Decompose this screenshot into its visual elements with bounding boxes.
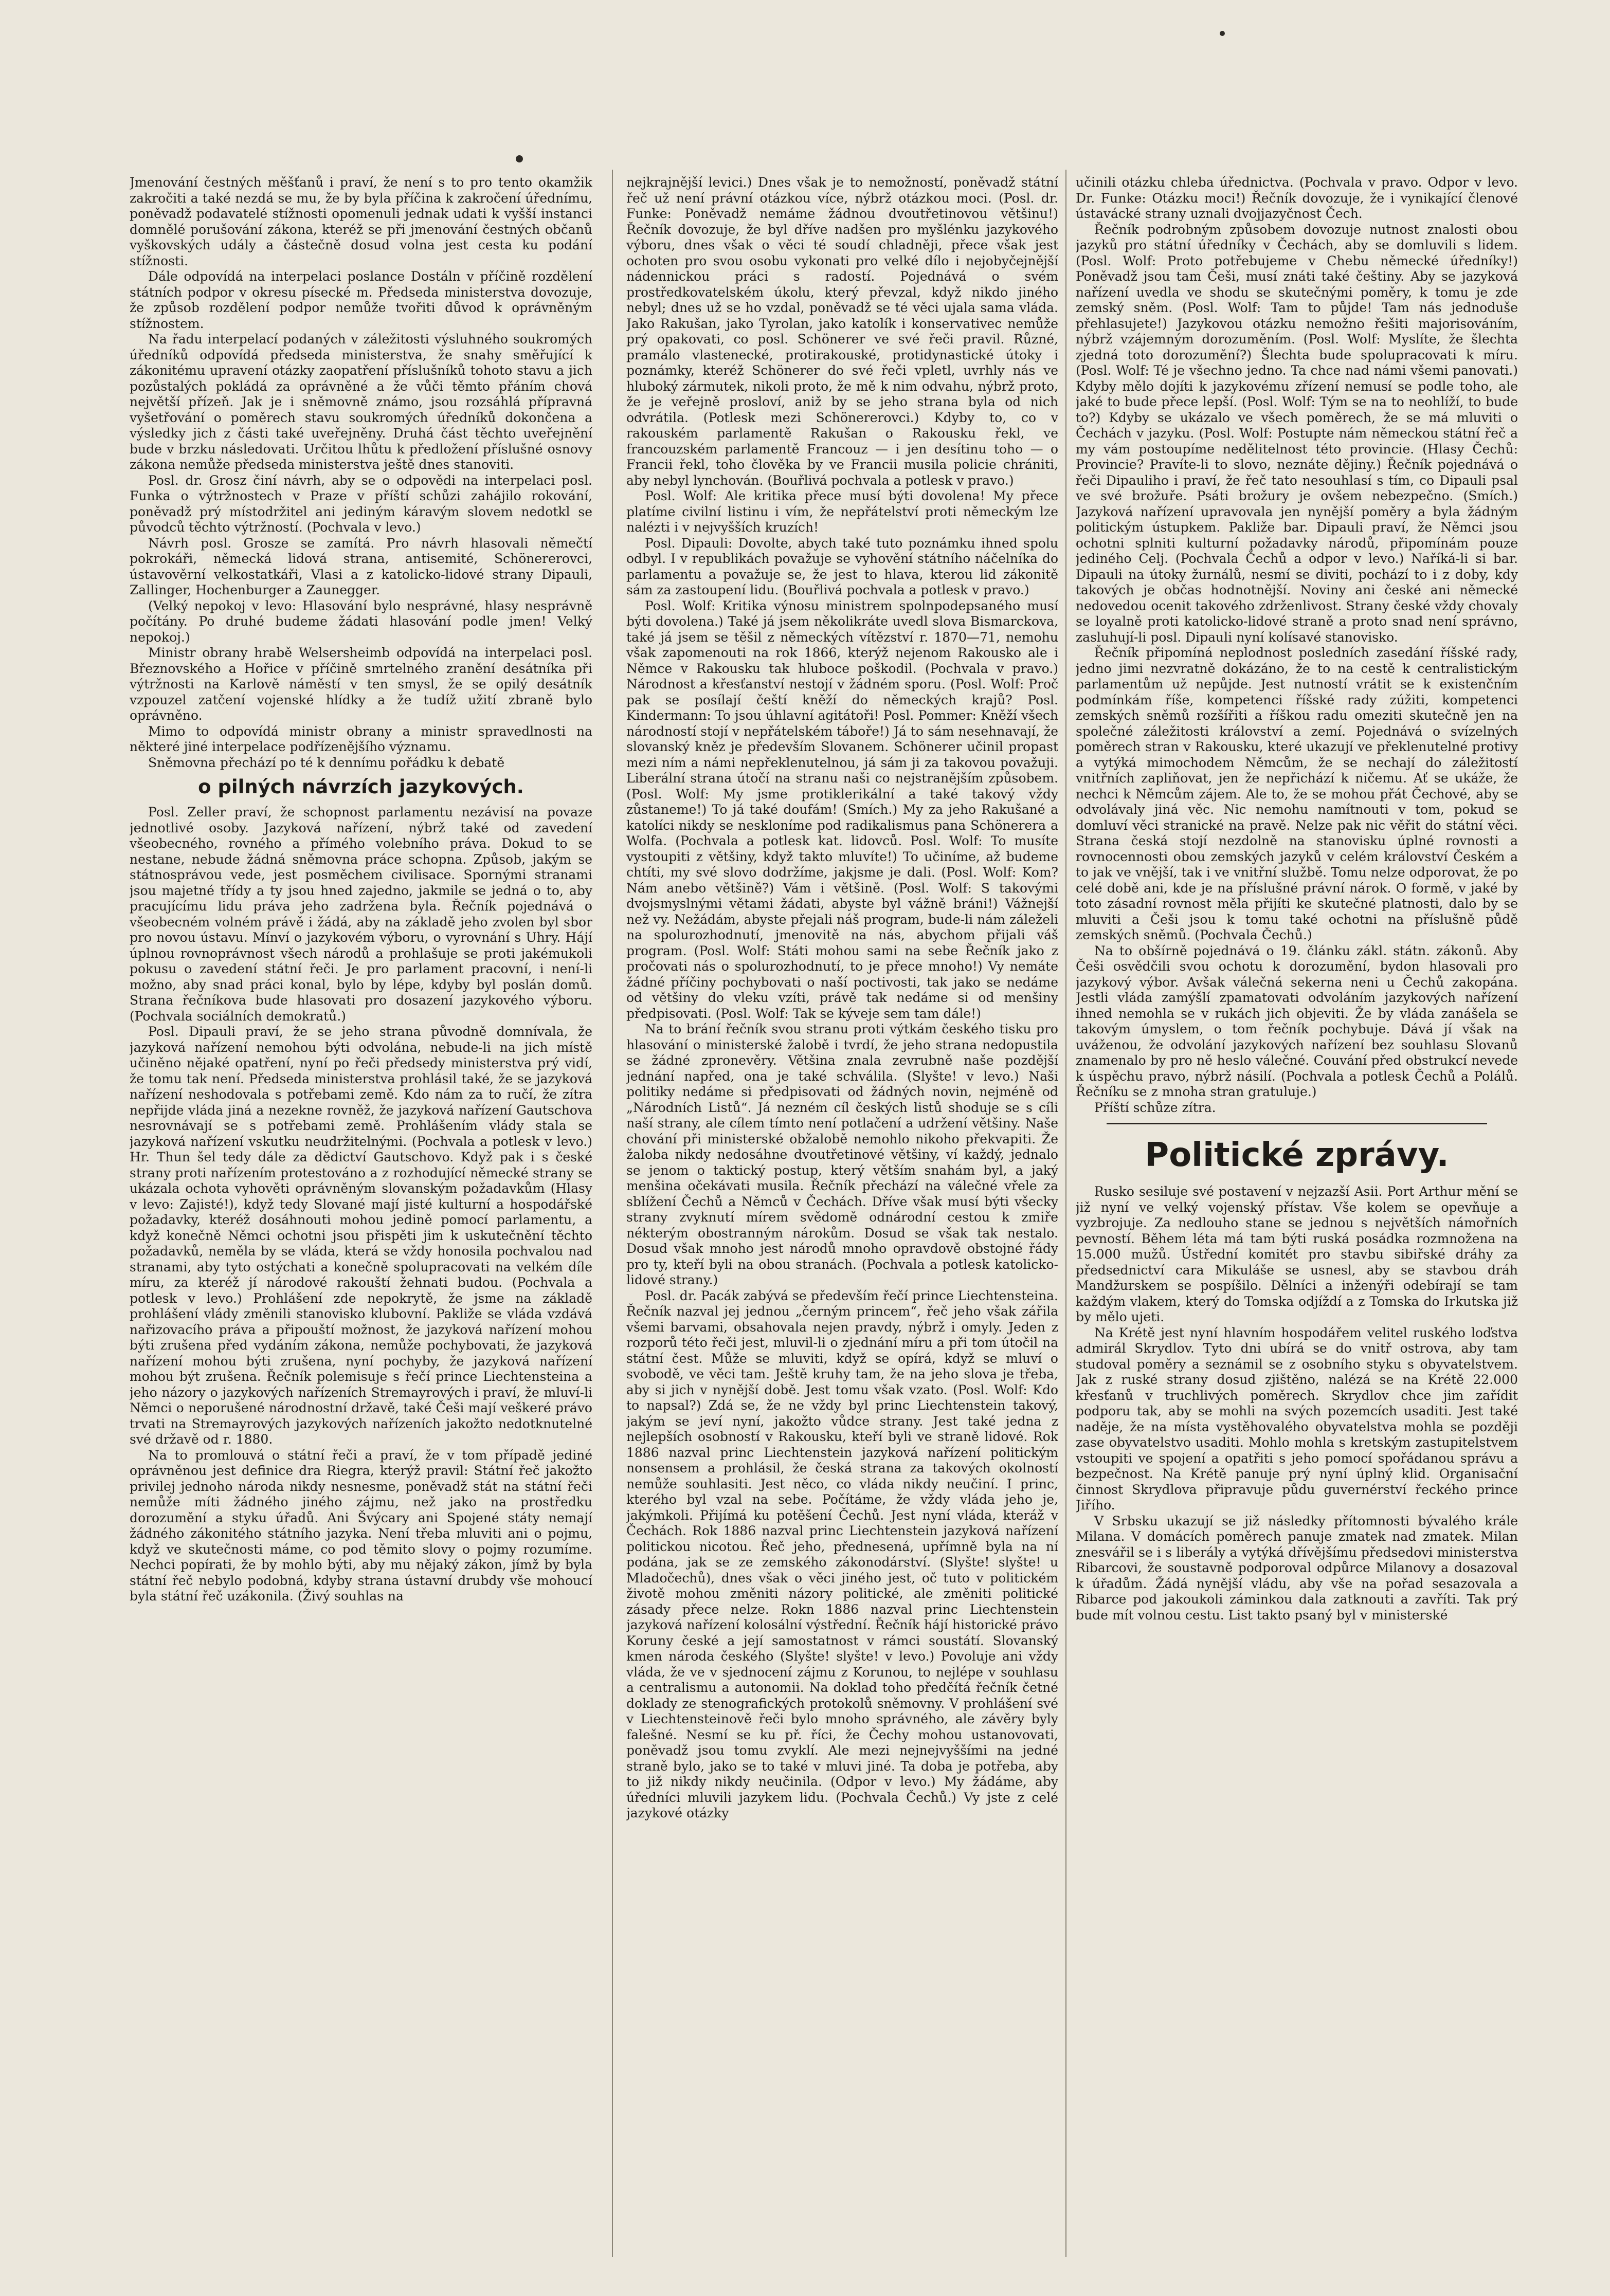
column-rule [1065,170,1066,2257]
paragraph: Řečník podrobným způsobem dovozuje nutnost znalosti obou jazyků pro státní úředníky v Čechách, aby se domluvili s lidem. (Posl. Wolf: Proto potřebujeme v Chebu německé úředníky!) Poněvadž jsou tam Češi, musí znáti také češtiny. Aby se jazyková nařízení uvedla ve shodu se skutečnými poměry, k tomu je zde zemský sněm. (Posl. Wolf: Tam to půjde! Tam nás jednoduše přehlasujete!) Jazykovou otázku nemožno řešiti majorisováním, nýbrž vzájemným dorozuměním. (Posl. Wolf: Myslíte, že šlechta zjedná toto dorozumění?) Šlechta bude spolupracovati k míru. (Posl. Wolf: Té je všechno jedno. Ta chce nad námi všemi panovati.) Kdyby mělo dojíti k jazykovému zřízení nemusí se podle toho, ale jaké to bude přece lepší. (Posl. Wolf: Tým se na to neohlíží, to bude to?) Kdyby se ukázalo ve všech poměrech, že se má mluviti o Čechách v jazyku. (Posl. Wolf: Postupte nám německou státní řeč a my vám postoupíme nedělitelnost této provincie. (Hlasy Čechů: Provincie? Pravíte-li to slovo, neznáte dějiny.) Řečník pojednává o řeči Dipauliho i praví, že řeč tato nesouhlasí s tím, co Dipauli psal ve své brožuře. Psáti brožury je ovšem nebezpečno. (Smích.) Jazyková nařízení upravovala jen nynější poměry a byla žádným politickým ústupkem. Pakliže bar. Dipauli praví, že Němci jsou ochotni splniti kulturní požadavky národů, připomínám pouze jediného Celj. (Pochvala Čechů a odpor v levo.) Naříká-li si bar. Dipauli na útoky žurnálů, nesmí se diviti, pochází to i z doby, kdy takových je občas hodnotnější. Noviny ani české ani německé nedovedou ocenit takového zdrženlivost. Strany české vždy chovaly se loyalně proti katolicko-lidové straně a proto snad není správno, zasluhují-li posl. Dipauli nyní kolísavé stanovisko. [1076,222,1518,645]
paragraph: Posl. Wolf: Ale kritika přece musí býti dovolena! My přece platíme civilní listinu i vím, že nepřátelství proti německým lze nalézti i v nejvyšších kruzích! [626,488,1058,535]
paragraph: Na řadu interpelací podaných v záležitosti výsluhného soukromých úředníků odpovídá předseda ministerstva, že snahy směřující k zákonitému upravení otázky zaopatření příslušníků tohoto stavu a jich pozůstalých pokládá za oprávněné a že vůči těmto přáním chová největší přízeň. Jak je i sněmovně známo, jsou rozsáhlá přípravná vyšetřování o poměrech stavu soukromých úředníků dokončena a výsledky jich z části také uveřejněny. Druhá část těchto uveřejnění bude v brzku následovati. Určitou lhůtu k předložení příslušné osnovy zákona nemůže předseda ministerstva ještě dnes stanoviti. [130,332,592,472]
subheading: o pilných návrzích jazykových. [198,776,524,798]
paragraph: Na to promlouvá o státní řeči a praví, že v tom případě jediné oprávněnou jest definice dra Riegra, kterýž pravil: Státní řeč jakožto privilej jednoho národa nikdy nesnesme, poněvadž stát na státní řeči nemůže míti žádného jiného zájmu, než jako na prostředku dorozumění a styku úřadů. Ani Švýcary ani Spojené státy nemají žádného zákonitého státního jazyka. Není třeba mluviti ani o pojmu, když ve skutečnosti máme, co pod těmito slovy o pojmy rozumíme. Nechci popírati, že by mohlo býti, aby mu nějaký zákon, jímž by byla státní řeč nebylo podobná, kdyby strana ústavní drubdy vše mohoucí byla státní řeč uzákonila. (Živý souhlas na [130,1447,592,1603]
paragraph: (Velký nepokoj v levo: Hlasování bylo nesprávné, hlasy nesprávně počítány. Po druhé budeme žádati hlasování podle jmen! Velký nepokoj.) [130,598,592,645]
column-3 [1076,175,1518,2252]
paragraph: Posl. dr. Pacák zabývá se především řečí prince Liechtensteina. Řečník nazval jej jednou „černým princem“, řeč jeho však zářila všemi barvami, obsahovala nejen pravdy, nýbrž i omyly. Jeden z rozporů této řeči jest, mluvil-li o zjednání míru a při tom útočil na státní čest. Může se mluviti, když se opírá, když se mluví o svobodě, ve věci tam. Ještě kruhy tam, že na jeho slova je třeba, aby si jich v nynější době. Jest tomu však vzato. (Posl. Wolf: Kdo to napsal?) Zdá se, že ne vždy byl princ Liechtenstein takový, jakým se jeví nyní, jakožto vůdce strany. Jest také jedna z nejlepších osobností v Rakousku, kteří byli ve straně lidové. Rok 1886 nazval princ Liechtenstein jazyková nařízení politickým nonsensem a prohlásil, že česká strana za takových okolností nemůže souhlasiti. Jest něco, co vláda nikdy neučiní. I princ, kterého byl vzal na sebe. Počítáme, že vždy vláda jeho je, jakýmkoli. Přijímá ku potěšení Čechů. Jest nyní vláda, kteráž v Čechách. Rok 1886 nazval princ Liechtenstein jazyková nařízení politickou nicotou. Řeč jeho, přednesená, upřímně byla na ní podána, jak se ze zemského zákonodárství. (Slyšte! slyšte! u Mladočechů), dnes však o věci jiného jest, oč tuto v politickém životě mohou změniti názory politické, ale změniti politické zásady přece nelze. Rokn 1886 nazval princ Liechtenstein jazyková nařízení kolosální výstřední. Řečník hájí historické právo Koruny české a její samostatnost v rámci soustátí. Slovanský kmen národa českého (Slyšte! slyšte! v levo.) Povoluje ani vždy vláda, že ve v sjednocení zájmu z Korunou, to nejlépe v souhlasu a centralismu a autonomii. Na doklad toho předčítá řečník četné doklady ze stenografických protokolů sněmovny. V prohlášení své v Liechtensteinově řeči bylo mnoho správného, ale závěry byly falešné. Nesmí se ku př. říci, že Čechy mohou ustanovovati, poněvadž jsou tomu zvyklí. Ale mezi nejnejvyššími na jedné straně bylo, jako se to také v mluvi jiné. Ta doba je potřeba, aby to již nikdy nikdy neučinila. (Odpor v levo.) My žádáme, aby úředníci mluvili jazykem lidu. (Pochvala Čechů.) Vy jste z celé jazykové otázky [626,1288,1058,1820]
paragraph: Sněmovna přechází po té k dennímu pořádku k debatě [148,755,505,770]
paragraph: Posl. dr. Grosz činí návrh, aby se o odpovědi na interpelaci posl. Funka o výtržnostech v Praze v příští schůzi zahájilo rokování, poněvadž prý místodržitel ani jediným káravým slovem nedotkl se původců těchto výtržností. (Pochvala v levo.) [130,472,592,535]
column-1 [130,175,592,2252]
paragraph: Na Krétě jest nyní hlavním hospodářem velitel ruského loďstva admirál Skrydlov. Tyto dni ubírá se do vnitř ostrova, aby tam studoval poměry a seznámil se z osobního styku s obyvatelstvem. Jak z ruské strany dosud zjištěno, nalézá se na Krétě 22.000 křesťanů v truchlivých poměrech. Skrydlov chce jim zařídit podporu tak, aby se mohli na svých pozemcích usaditi. Jest také naděje, že na místa vystěhovalého obyvatelstva mohla se později zase obyvatelstvo usaditi. Mohlo mohla s kretským zastupitelstvem vstoupiti ve spojení a opatřiti s jeho pomocí spořádanou správu a bezpečnost. Na Krétě panuje prý nyní úplný klid. Organisační činnost Skrydlova připravuje půdu guvernérství řeckého prince Jiřího. [1076,1325,1518,1513]
column-2 [626,175,1058,2252]
paragraph: učinili otázku chleba úřednictva. (Pochvala v pravo. Odpor v levo. Dr. Funke: Otázku moci!) Řečník dovozuje, že i vynikající členové ústavácké strany uznali dvojjazyčnost Čech. [1076,175,1518,221]
paragraph: Posl. Dipauli: Dovolte, abych také tuto poznámku ihned spolu odbyl. I v republikách považuje se vyhovění státního náčelníka do parlamentu a považuje se, že jest to hlava, kterou lid zákonitě sám za zastoupení lidu. (Bouřlivá pochvala a potlesk v pravo.) [626,535,1058,597]
paragraph: Jmenování čestných měšťanů i praví, že není s to pro tento okamžik zakročiti a také nezdá se mu, že by byla příčina k zakročení úřednímu, poněvadž podavatelé stížnosti opomenuli jednak udati k vyšší instanci domnělé porušování zákona, kteréž se při jmenování čestných občanů vyškovských udály a částečně dosud volna jest cesta ku podání stížnosti. [130,175,592,268]
divider [1107,1123,1487,1124]
paragraph: Na to obšírně pojednává o 19. článku zákl. státn. zákonů. Aby Češi osvědčili svou ochotu k dorozumění, bydon hlasovali pro jazykový výbor. Avšak válečná sekerna neni u Čechů zakopána. Jestli vláda zamýšlí zpamatovati odvoláním jazykových nařízení ihned nemohla se v rukách jich objeviti. Že by vláda zanášela se takovým úmyslem, o tom řečník pochybuje. Dává jí však na uváženou, že odvolání jazykových nařízení bez souhlasu Slovanů znamenalo by pro ně heslo válečné. Couvání před obstrukcí nevede k úspěchu pravo, nýbrž násilí. (Pochvala a potlesk Čechů a Polálů. Řečníku se z mnoha stran gratuluje.) [1076,943,1518,1099]
paragraph: nejkrajnější levici.) Dnes však je to nemožností, poněvadž státní řeč už není právní otázkou více, nýbrž otázkou moci. (Posl. dr. Funke: Poněvadž nemáme žádnou dvoutřetinovou většinu!) Řečník dovozuje, že byl dříve nadšen pro myšlénku jazykového výboru, dnes však o věci té soudí chladněji, přece však jest ochoten pro svou osobu vykonati pro velké dílo i nejobyčejnější nádennickou práci s radostí. Pojednává o svém prostředkovatelském úkolu, který převzal, když nikdo jiného nebyl; dnes už se ho vzdal, poněvadž se té věci ujala sama vláda. Jako Rakušan, jako Tyrolan, jako katolík i konservativec nemůže prý opakovati, co posl. Schönerer ve své řeči pravil. Různé, pramálo vlastenecké, protirakouské, protidynastické útoky i poznámky, kteréž Schönerer do své řeči vpletl, uvrhly nás ve hluboký zármutek, nikoli proto, že mě k nim odvahu, nýbrž proto, že je veřejně prosloví, aniž by se jeho strana byla od nich odvrátila. (Potlesk mezi Schönererovci.) Kdyby to, co v rakouském parlamentě Rakušan o Rakousku řekl, ve francouzském parlamentě Francouz — i jen desítinu toho — o Francii řekl, toho člověka by ve Francii musila policie chrániti, aby nebyl lynchován. (Bouřlivá pochvala a potlesk v pravo.) [626,175,1058,488]
paragraph: Dále odpovídá na interpelaci poslance Dostáln v příčině rozdělení státních podpor v okresu písecké m. Předseda ministerstva dovozuje, že způsob rozdělení podpor nemůže tvořiti důvod k oprávněným stížnostem. [130,269,592,331]
paragraph: Návrh posl. Grosze se zamítá. Pro návrh hlasovali němečtí pokrokáři, německá lidová strana, antisemité, Schönererovci, ústavověrní velkostatkáři, Vlasi a z katolicko-lidové strany Dipauli, Zallinger, Hochenburger a Zaunegger. [130,535,592,597]
paragraph: V Srbsku ukazují se již následky přítomnosti bývalého krále Milana. V domácích poměrech panuje zmatek nad zmatek. Milan znesvářil se i s liberály a vytýká dřívějšímu předsedovi ministerstva Ribarcovi, že soustavně podporoval odpůrce Milanovy a dosazoval k úřadům. Žádá nynější vládu, aby vše na pořad sesazovala a Ribarce pod jakoukoli záminkou dala zatknouti a zavříti. Tak prý bude mít volnou cestu. List takto psaný byl v ministerské [1076,1513,1518,1623]
paragraph: Příští schůze zítra. [1094,1100,1216,1115]
column-rule [612,170,613,2257]
paragraph: Rusko sesiluje své postavení v nejzazší Asii. Port Arthur mění se již nyní ve velký vojenský přístav. Vše kolem se opevňuje a vyzbrojuje. Za nedlouho stane se jednou s největších námořních pevností. Během léta má tam býti ruská posádka rozmnožena na 15.000 mužů. Ústřední komitét pro stavbu sibiřské dráhy za předsednictví cara Mikuláše se usnesl, aby se stavbou dráh Mandžurskem se pospíšilo. Dělníci a inženýři odebírají se tam každým vlakem, který do Tomska odjíždí a z Tomska do Irkutska již by mělo ujeti. [1076,1184,1518,1324]
section-title: Politické zprávy. [1145,1136,1449,1174]
print-dot [516,155,523,162]
paragraph: Mimo to odpovídá ministr obrany a ministr spravedlnosti na některé jiné interpelace podřízenějšího významu. [130,723,592,754]
paragraph: Posl. Dipauli praví, že se jeho strana původně domnívala, že jazyková nařízení nemohou býti odvolána, nebude-li na jich místě učiněno nějaké opatření, nyní po řeči předsedy ministerstva prý vidí, že tomu tak není. Předseda ministerstva prohlásil také, že se jazyková nařízení neshodovala s potřebami země. Kdo nám za to ručí, že zítra nepřijde vláda jiná a nezekne rovněž, že jazyková nařízení Gautschova nesrovnávají se s potřebami země. Prohlášením vlády stala se jazyková nařízení vskutku neudržitelnými. (Pochvala a potlesk v levo.) Hr. Thun šel tedy dále za dědictví Gautschovo. Když pak i s české strany proti nařízením protestováno a z rozhodující německé strany se ukázala ochota vyhověti oprávněným slovanským požadavkům (Hlasy v levo: Zajisté!), když tedy Slované mají jisté kulturní a hospodářské požadavky, kteréž dosáhnouti mohou jedině pomocí parlamentu, a když konečně Němci ochotni jsou přispěti jim k uskutečnění těchto požadavků, neměla by se vláda, která se vždy honosila pochvalou nad stranami, aby tyto ostýchati a konečně spolupracovati na velkém díle míru, za kteréž jí národové rakouští žehnati budou. (Pochvala a potlesk v levo.) Prohlášení zde nepokrytě, že jsme na základě prohlášení vlády změnili stanovisko klubovní. Pakliže se vláda vzdává nařizovacího práva a připouští možnost, že jazyková nařízení mohou býti zrušena před vydáním zákona, nemůže pochybovati, že jazyková nařízení mohou býti zrušena, nyní pochyby, že jazyková nařízení mohou být zrušena. Řečník polemisuje s řečí prince Liechtensteina a jeho názory o jazykových nařízeních Stremayrových i praví, že mluví-li Němci o neporušené národnostní državě, také Češi mají veškeré právo trvati na Stremayrových jazykových nařízeních jakožto nedotknutelné své državě od r. 1880. [130,1024,592,1447]
paragraph: Na to brání řečník svou stranu proti výtkám českého tisku pro hlasování o ministerské žalobě i tvrdí, že jeho strana nedopustila se žádné zpronevěry. Většina znala zevrubně naše pozdější jednání napřed, ona je také schválila. (Slyšte! v levo.) Naši politiky nedáme si předpisovati od žádných novin, nejméně od „Národních Listů“. Já nezném cíl českých listů shoduje se s cíli naší strany, ale cílem tímto není potlačení a udržení většiny. Naše chování při ministerské obžalobě nemohlo nikoho překvapiti. Že žaloba nikdy nedosáhne dvoutřetinové většiny, ví každý, jednalo se jenom o taktický postup, který větším snahám byl, a jaký menšina očekávati musila. Řečník přechází na válečné vřele za sblížení Čechů a Němců v Čechách. Dříve však musí býti všecky strany zvyknutí mírem svědomě odnárodní cestou k zmiře nékterým obostranným nárokům. Dosud se však tak nestalo. Dosud však mnoho jest národů mnoho opravdově obstojné řády pro ty, kteří byli na obou stranách. (Pochvala a potlesk katolicko-lidové strany.) [626,1022,1058,1287]
paragraph: Posl. Wolf: Kritika výnosu ministrem spolnpodepsaného musí býti dovolena.) Také já jsem několikráte uvedl slova Bismarckova, také já jsem se těšil z německých vítězství r. 1870—71, nemohu však zapomenouti na rok 1866, kterýž nejenom Rakousko ale i Němce v Rakousku tak hluboce poškodil. (Pochvala v pravo.) Národnost a křesťanství nestojí v žádném sporu. (Posl. Wolf: Proč pak se posílají čeští kněží do německých krajů? Posl. Kindermann: To jsou úhlavní agitátoři! Posl. Pommer: Kněží všech národností stojí v nepřátelském táboře!) Já to sám nesehnavají, že slovanský kněz je především Slovanem. Schönerer učinil propast mezi ním a námi nepřeklenutelnou, já sám ji za takovou považuji. Liberální strana útočí na stranu naši co nejstranějším způsobem. (Posl. Wolf: My jsme protiklerikální a také takový vždy zůstaneme!) To já také doufám! (Smích.) My za jeho Rakušané a katolíci nikdy se neskloníme pod radikalismus pana Schönerera a Wolfa. (Pochvala a potlesk kat. lidovců. Posl. Wolf: To musíte vystoupiti z většiny, když takto mluvíte!) To učiníme, až budeme chtíti, my své slovo dodržíme, jakjsme je dali. (Posl. Wolf: Kom? Nám anebo většině?) Vám i většině. (Posl. Wolf: S takovými dvojsmyslnými větami žádati, abyste byl vážně bráni!) Vážnejší než vy. Nežádám, abyste přejali náš program, bude-li nám záleželi na spolurozhodnutí, jmenovitě na nás, abychom přijali váš program. (Posl. Wolf: Státi mohou sami na sebe Řečník jako z pročovati nás o spolurozhodnutí, to je přece mnoho!) Vy nemáte žádné příčiny pochybovati o naší poctivosti, tak jako se nedáme od většiny do vleku vzíti, právě tak nedáme si od menšiny předpisovati. (Posl. Wolf: Tak se kýveje sem tam dále!) [626,598,1058,1021]
print-dot [1220,31,1225,36]
paragraph: Posl. Zeller praví, že schopnost parlamentu nezávisí na povaze jednotlivé osoby. Jazyková nařízení, nýbrž také od zavedení všeobecného, rovného a přímého volebního práva. Dokud to se nestane, nebude žádná sněmovna práce schopna. Způsob, jakým se státnosprávou vede, jest posměchem civilisace. Spornými stranami jsou majetné třídy a ty jsou hned zajedno, jakmile se jedná o to, aby pracujícímu lidu práva jeho zadržena byla. Řečník pojednává o všeobecném volném právě i žádá, aby na základě jeho zvolen byl sbor pro novou ústavu. Mínví o jazykovém výboru, o vyrovnání s Uhry. Hájí úplnou rovnoprávnost všech národů a prohlašuje se proti jakémukoli pokusu o zavedení státní řeči. Je pro parlament pracovní, i není-li možno, aby snad práci konal, bylo by lépe, kdyby byl poslán domů. Strana řečníkova bude hlasovati pro dosazení jazykového výboru. (Pochvala sociálních demokratů.) [130,805,592,1024]
paragraph: Ministr obrany hrabě Welsersheimb odpovídá na interpelaci posl. Březnovského a Hořice v příčině smrtelného zranění desátníka při výtržnosti na Karlově náměstí v ten smysl, že se opilý desátník vzpouzel zatčení vojenské hlídky a že tudíž užití zbraně bylo oprávněno. [130,645,592,723]
paragraph: Řečník připomíná neplodnost posledních zasedání říšské rady, jedno jimi nezvratně dokázáno, že to na cestě k centralistickým parlamentům už nepůjde. Jest nutností vrátit se k existenčním podmínkám říše, kompetenci říšské rady zúžiti, kompetenci zemských sněmů rozšířiti a říškou radu omeziti skutečně jen na společné záležitosti království a zemí. Pojednává o svízelných poměrech stran v Rakousku, které ukazují ve překlenutelné protivy a vytýká mimochodem Němcům, že se nechají do záležitostí vnitřních zapliňovat, jen že nepřichází k ničemu. Ať se ukáže, že nechci k Němcům zájem. Ale to, že se mohou přát Čechové, aby se odvolávaly jiná věc. Nic nemohu namítnouti v tom, pokud se domluví věci stranické na pravě. Nelze pak nic věřit do státní věci. Strana česká stojí nezdolně na stanovisku úplné rovnosti a rovnocennosti obou zemských jazyků v celém království Českém a to jak ve vnější, tak i ve vnitřní službě. Tomu nelze odporovat, že po celé době ani, kde je na příslušné právní nárok. O formě, v jaké by toto zásadní rovnost měla přijíti ke skutečné platnosti, dalo by se mluviti a Češi jsou k tomu také ochotni na příslušně půdě zemských sněmů. (Pochvala Čechů.) [1076,645,1518,942]
